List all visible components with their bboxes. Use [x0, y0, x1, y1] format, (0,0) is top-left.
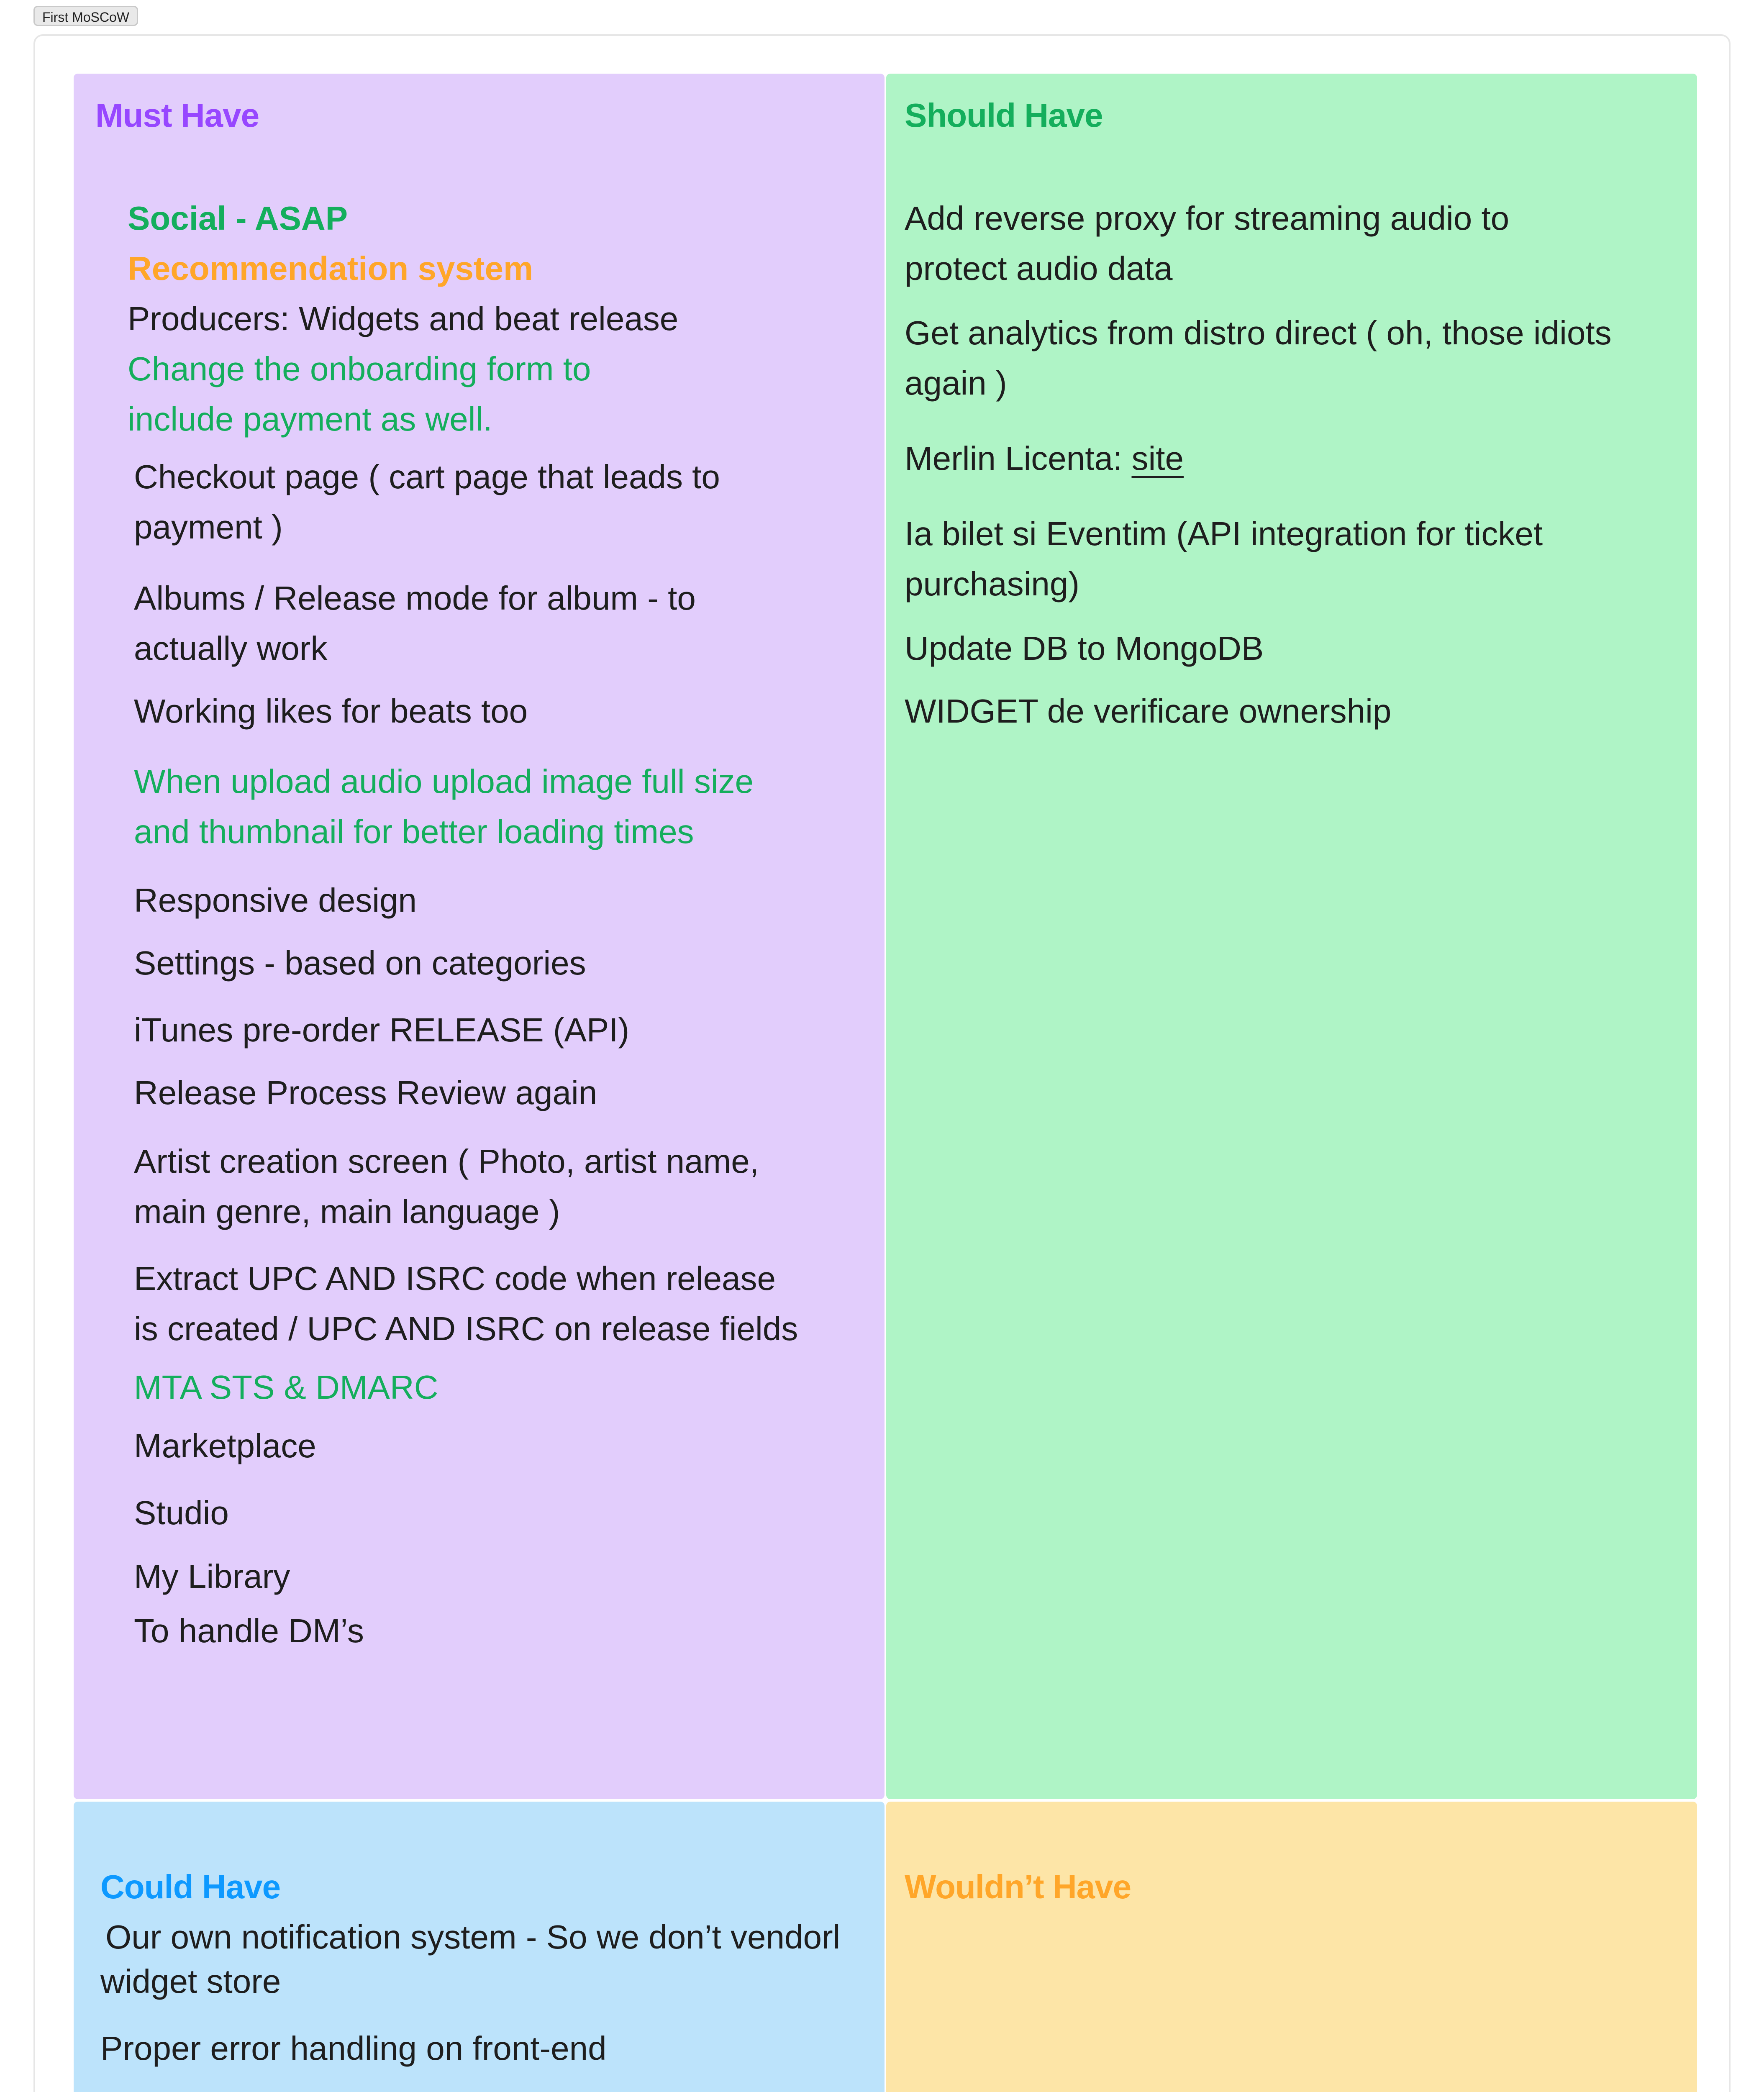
list-item: My Library	[134, 1558, 290, 1595]
list-item: Release Process Review again	[134, 1074, 597, 1111]
list-item: Ia bilet si Eventim (API integration for ticket	[905, 515, 1543, 552]
must-have-title: Must Have	[95, 97, 259, 134]
list-item: include payment as well.	[128, 400, 492, 438]
could-have-title: Could Have	[100, 1868, 281, 1905]
list-item: again )	[905, 364, 1007, 402]
list-item: Our own notification system - So we don’t vendorl	[105, 1918, 841, 1956]
list-item: Add reverse proxy for streaming audio to	[905, 200, 1510, 237]
list-item: actually work	[134, 630, 328, 667]
frame-label[interactable]: First MoSCoW	[33, 6, 138, 26]
list-item	[105, 2090, 211, 2092]
wont-have-title: Wouldn’t Have	[905, 1868, 1131, 1905]
list-item: Artist creation screen ( Photo, artist name,	[134, 1143, 759, 1180]
list-item: purchasing)	[905, 565, 1080, 602]
list-item: Producers: Widgets and beat release	[128, 300, 679, 337]
list-item: When upload audio upload image full size	[134, 763, 754, 800]
list-item: protect audio data	[905, 250, 1173, 287]
list-item: Proper error handling on front-end	[100, 2030, 607, 2067]
list-item: Checkout page ( cart page that leads to	[134, 458, 720, 495]
list-item: WIDGET de verificare ownership	[905, 692, 1392, 730]
list-item: Extract UPC AND ISRC code when release	[134, 1260, 776, 1297]
list-item: Albums / Release mode for album - to	[134, 579, 696, 617]
list-item: To handle DM’s	[134, 1612, 364, 1649]
list-item: Get analytics from distro direct ( oh, those idiots	[905, 314, 1612, 351]
list-item: Settings - based on categories	[134, 944, 586, 982]
list-item: and thumbnail for better loading times	[134, 813, 694, 850]
site-link[interactable]: site	[1131, 440, 1184, 477]
wont-have-section[interactable]	[886, 1802, 1697, 2092]
should-have-title: Should Have	[905, 97, 1103, 134]
list-item: Working likes for beats too	[134, 692, 528, 730]
list-item: Change the onboarding form to	[128, 350, 591, 387]
list-item	[905, 438, 1184, 479]
list-item: Social - ASAP	[128, 200, 348, 237]
list-item: Update DB to MongoDB	[905, 630, 1264, 667]
merlin-label: Merlin Licenta:	[905, 440, 1132, 477]
list-item: Studio	[134, 1494, 229, 1531]
list-item: main genre, main language )	[134, 1193, 560, 1230]
list-item: Recommendation system	[128, 250, 533, 287]
list-item: MTA STS & DMARC	[134, 1369, 438, 1406]
list-item: Marketplace	[134, 1427, 316, 1464]
list-item: payment )	[134, 508, 283, 546]
list-item: widget store	[100, 1963, 281, 2000]
list-item: iTunes pre-order RELEASE (API)	[134, 1011, 630, 1049]
list-item: is created / UPC AND ISRC on release fields	[134, 1310, 798, 1347]
list-item: Responsive design	[134, 882, 417, 919]
